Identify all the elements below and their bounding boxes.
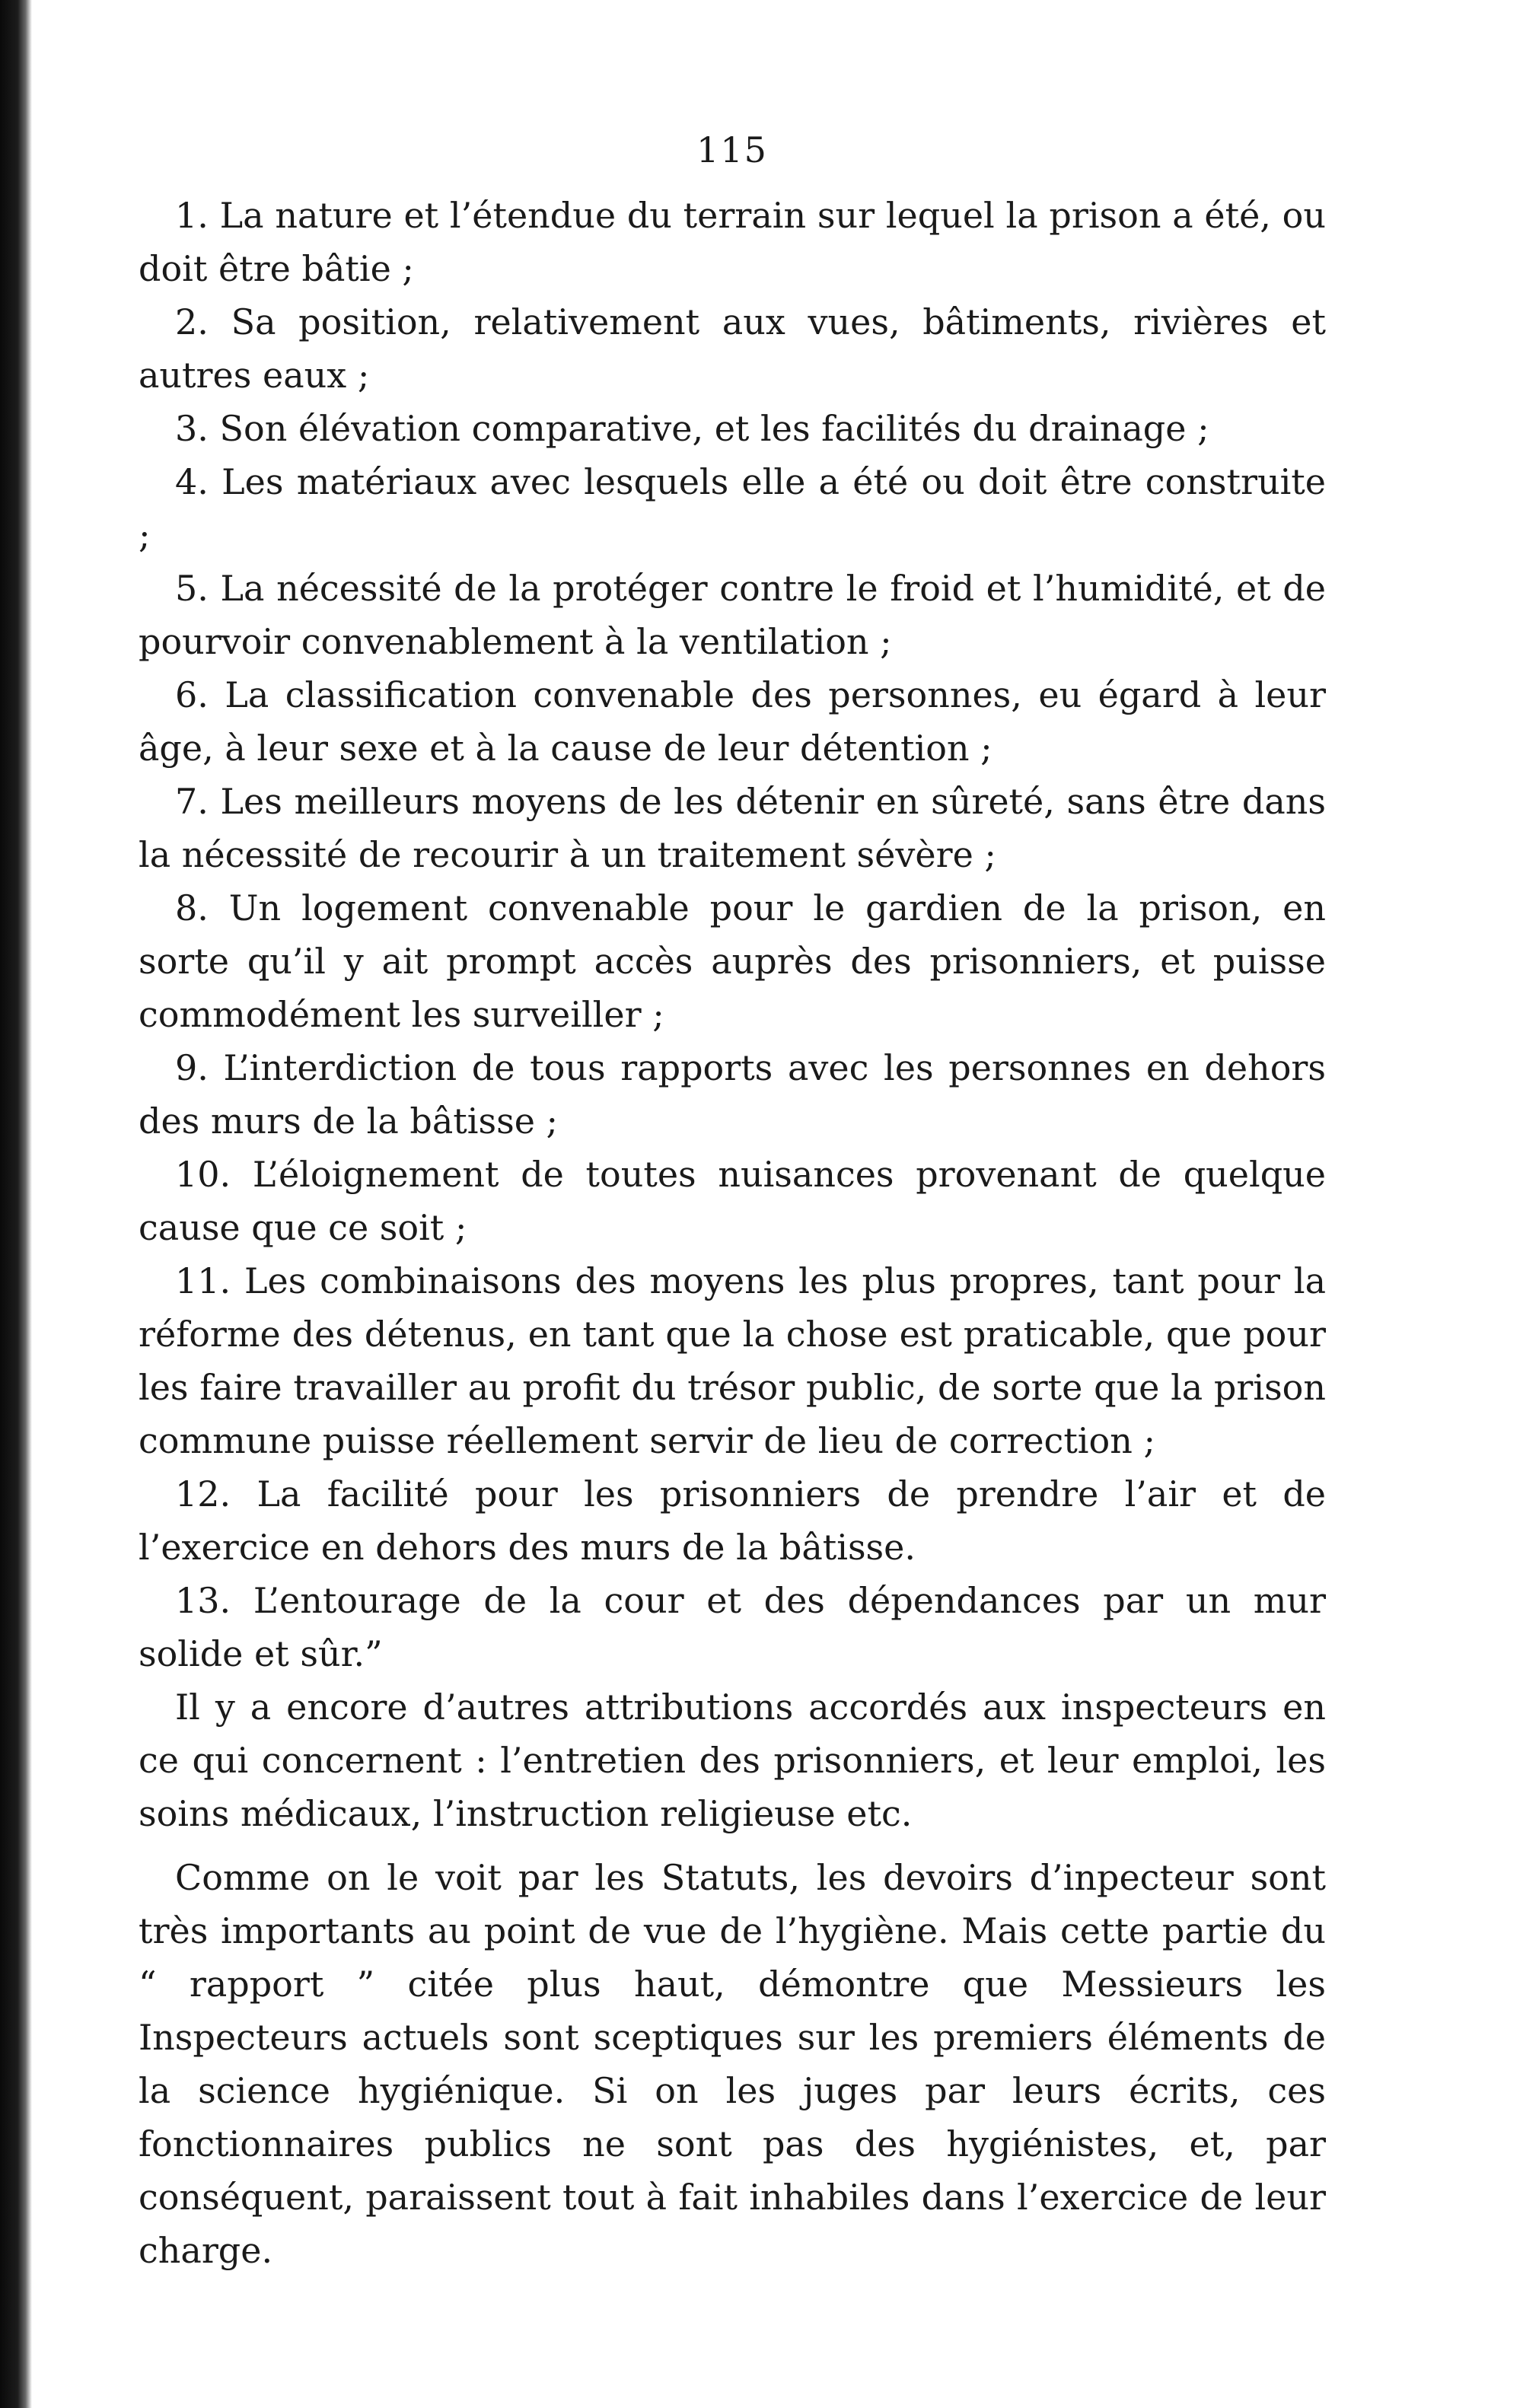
list-item-10: 10. L’éloignement de toutes nuisances provenant de quelque cause que ce soit ;: [139, 1154, 1326, 1248]
list-item-4: 4. Les matériaux avec lesquels elle a été ou doit être construite ;: [139, 461, 1326, 556]
body-paragraph-1: Il y a encore d’autres attributions accordés aux inspecteurs en ce qui concernent : l’entretien des prisonniers, et leur emploi, les soins médicaux, l’instruction religieuse etc.: [139, 1687, 1326, 1834]
list-item-13: 13. L’entourage de la cour et des dépendances par un mur solide et sûr.”: [139, 1580, 1326, 1674]
page-number: 115: [696, 129, 768, 170]
list-item-9: 9. L’interdiction de tous rapports avec les personnes en dehors des murs de la bâtisse ;: [139, 1047, 1326, 1142]
document-page: [139, 129, 1326, 2277]
list-item-2: 2. Sa position, relativement aux vues, bâtiments, rivières et autres eaux ;: [139, 301, 1326, 396]
list-item-8: 8. Un logement convenable pour le gardien de la prison, en sorte qu’il y ait prompt accès auprès des prisonniers, et puisse commodément les surveiller ;: [139, 887, 1326, 1035]
list-item-6: 6. La classification convenable des personnes, eu égard à leur âge, à leur sexe et à la cause de leur détention ;: [139, 674, 1326, 769]
numbered-list: [139, 189, 1326, 1680]
list-item-3: 3. Son élévation comparative, et les facilités du drainage ;: [175, 408, 1209, 449]
list-item-11: 11. Les combinaisons des moyens les plus propres, tant pour la réforme des détenus, en tant que la chose est praticable, que pour les faire travailler au profit du trésor public, de sorte que la prison commune puisse réellement servir de lieu de correction ;: [139, 1260, 1326, 1461]
list-item-1: 1. La nature et l’étendue du terrain sur lequel la prison a été, ou doit être bâtie ;: [139, 195, 1326, 289]
list-item-7: 7. Les meilleurs moyens de les détenir en sûreté, sans être dans la nécessité de recourir à un traitement sévère ;: [139, 781, 1326, 875]
list-item-12: 12. La facilité pour les prisonniers de prendre l’air et de l’exercice en dehors des murs de la bâtisse.: [139, 1473, 1326, 1568]
page-binding-shadow: [0, 0, 32, 2408]
body-paragraph-2: Comme on le voit par les Statuts, les devoirs d’inpecteur sont très importants au point de vue de l’hygiène. Mais cette partie du “ rapport ” citée plus haut, démontre que Messieurs les Inspecteurs actuels sont sceptiques sur les premiers éléments de la science hygiénique. Si on les juges par leurs écrits, ces fonctionnaires publics ne sont pas des hygiénistes, et, par conséquent, paraissent tout à fait inhabiles dans l’exercice de leur charge.: [139, 1857, 1326, 2271]
list-item-5: 5. La nécessité de la protéger contre le froid et l’humidité, et de pourvoir convenablement à la ventilation ;: [139, 568, 1326, 662]
